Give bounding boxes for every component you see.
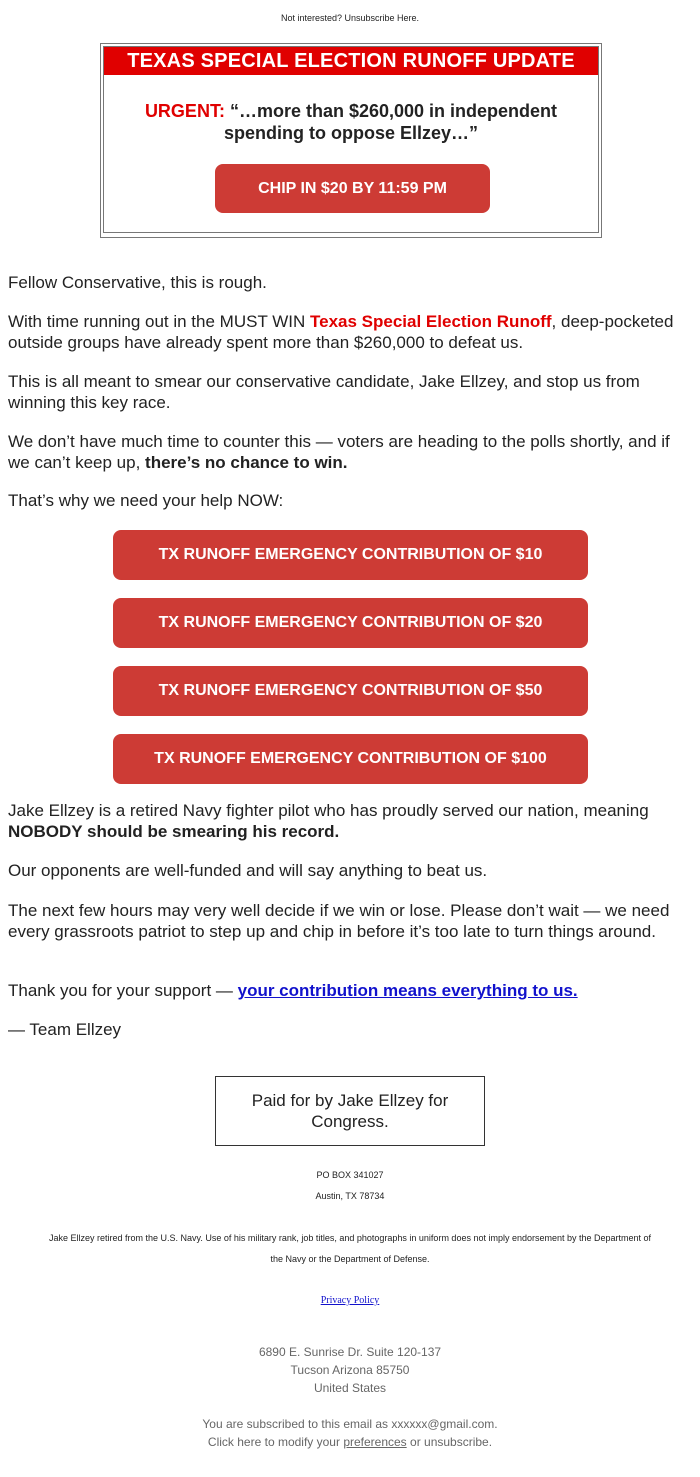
p2-text-b: , deep-pocketed outside groups have already spent more than $260,000 to defeat us. (8, 312, 674, 352)
paragraph-time (8, 431, 692, 473)
modify-text-a: Click here to modify your (207, 1435, 344, 1449)
contribution-button-100[interactable]: TX RUNOFF EMERGENCY CONTRIBUTION OF $100 (113, 734, 588, 784)
disclaimer-line-2: the Navy or the Department of Defense. (270, 1254, 430, 1264)
paid-for-text: Paid for by Jake Ellzey for Congress. (251, 1091, 449, 1131)
unsubscribe-link[interactable] (0, 13, 700, 23)
contribution-button-20[interactable]: TX RUNOFF EMERGENCY CONTRIBUTION OF $20 (113, 598, 588, 648)
preferences-link[interactable]: preferences (343, 1435, 407, 1449)
paragraph-smear: This is all meant to smear our conservative candidate, Jake Ellzey, and stop us from winning this key race. (8, 372, 640, 412)
alert-quote (104, 100, 598, 144)
po-box: PO BOX 341027 (316, 1170, 384, 1180)
paragraph-next-hours: The next few hours may very well decide if we win or lose. Please don’t wait — we need every grassroots patriot to step up and chip in before it’s too late to turn things around. (8, 901, 670, 941)
paragraph-help-now: That’s why we need your help NOW: (8, 491, 284, 510)
contribution-link[interactable]: your contribution means everything to us. (237, 981, 578, 1000)
privacy-policy-link[interactable]: Privacy Policy (320, 1295, 380, 1306)
paragraph-opponents: Our opponents are well-funded and will say anything to beat us. (8, 861, 488, 880)
contribution-button-10[interactable]: TX RUNOFF EMERGENCY CONTRIBUTION OF $10 (113, 530, 588, 580)
p4-bold: there’s no chance to win. (145, 453, 348, 472)
p9-text-a: Thank you for your support — (8, 981, 238, 1000)
address-line-3: United States (313, 1381, 387, 1395)
paragraph-greeting: Fellow Conservative, this is rough. (8, 273, 267, 292)
quote-line-2: spending to oppose Ellzey…” (223, 123, 479, 143)
subscribed-text: You are subscribed to this email as xxxxxx@gmail.com. (202, 1417, 498, 1431)
paragraph-navy (8, 800, 692, 842)
p6-text-a: Jake Ellzey is a retired Navy fighter pilot who has proudly served our nation, meaning (8, 801, 649, 820)
address-line-2: Tucson Arizona 85750 (290, 1363, 410, 1377)
chip-in-button[interactable]: CHIP IN $20 BY 11:59 PM (215, 164, 490, 213)
paragraph-must-win (8, 311, 692, 353)
alert-inner (103, 46, 599, 233)
urgent-label: URGENT: (144, 101, 225, 121)
paid-for-box (215, 1076, 485, 1146)
p4-text-a: We don’t have much time to counter this — voters are heading to the polls shortly, and if we can’t keep up, (8, 432, 670, 472)
alert-box (100, 43, 602, 238)
p6-bold: NOBODY should be smearing his record. (8, 822, 340, 841)
paragraph-thank-you (8, 980, 692, 1001)
disclaimer-line-1: Jake Ellzey retired from the U.S. Navy. Use of his military rank, job titles, and photographs in uniform does not imply endorsement by the Department of (48, 1233, 652, 1243)
address-line-1: 6890 E. Sunrise Dr. Suite 120-137 (258, 1345, 442, 1359)
quote-line-1: “…more than $260,000 in independent (229, 101, 558, 121)
contribution-button-50[interactable]: TX RUNOFF EMERGENCY CONTRIBUTION OF $50 (113, 666, 588, 716)
po-city: Austin, TX 78734 (315, 1191, 385, 1201)
signoff: — Team Ellzey (8, 1020, 122, 1039)
privacy-policy-container (0, 1295, 700, 1306)
alert-header: TEXAS SPECIAL ELECTION RUNOFF UPDATE (104, 47, 598, 75)
modify-text-b: or unsubscribe. (406, 1435, 493, 1449)
unsubscribe-text[interactable]: Not interested? Unsubscribe Here. (280, 13, 420, 23)
modify-preferences (0, 1433, 700, 1451)
p2-text-a: With time running out in the MUST WIN (8, 312, 311, 331)
runoff-highlight: Texas Special Election Runoff (310, 312, 552, 331)
